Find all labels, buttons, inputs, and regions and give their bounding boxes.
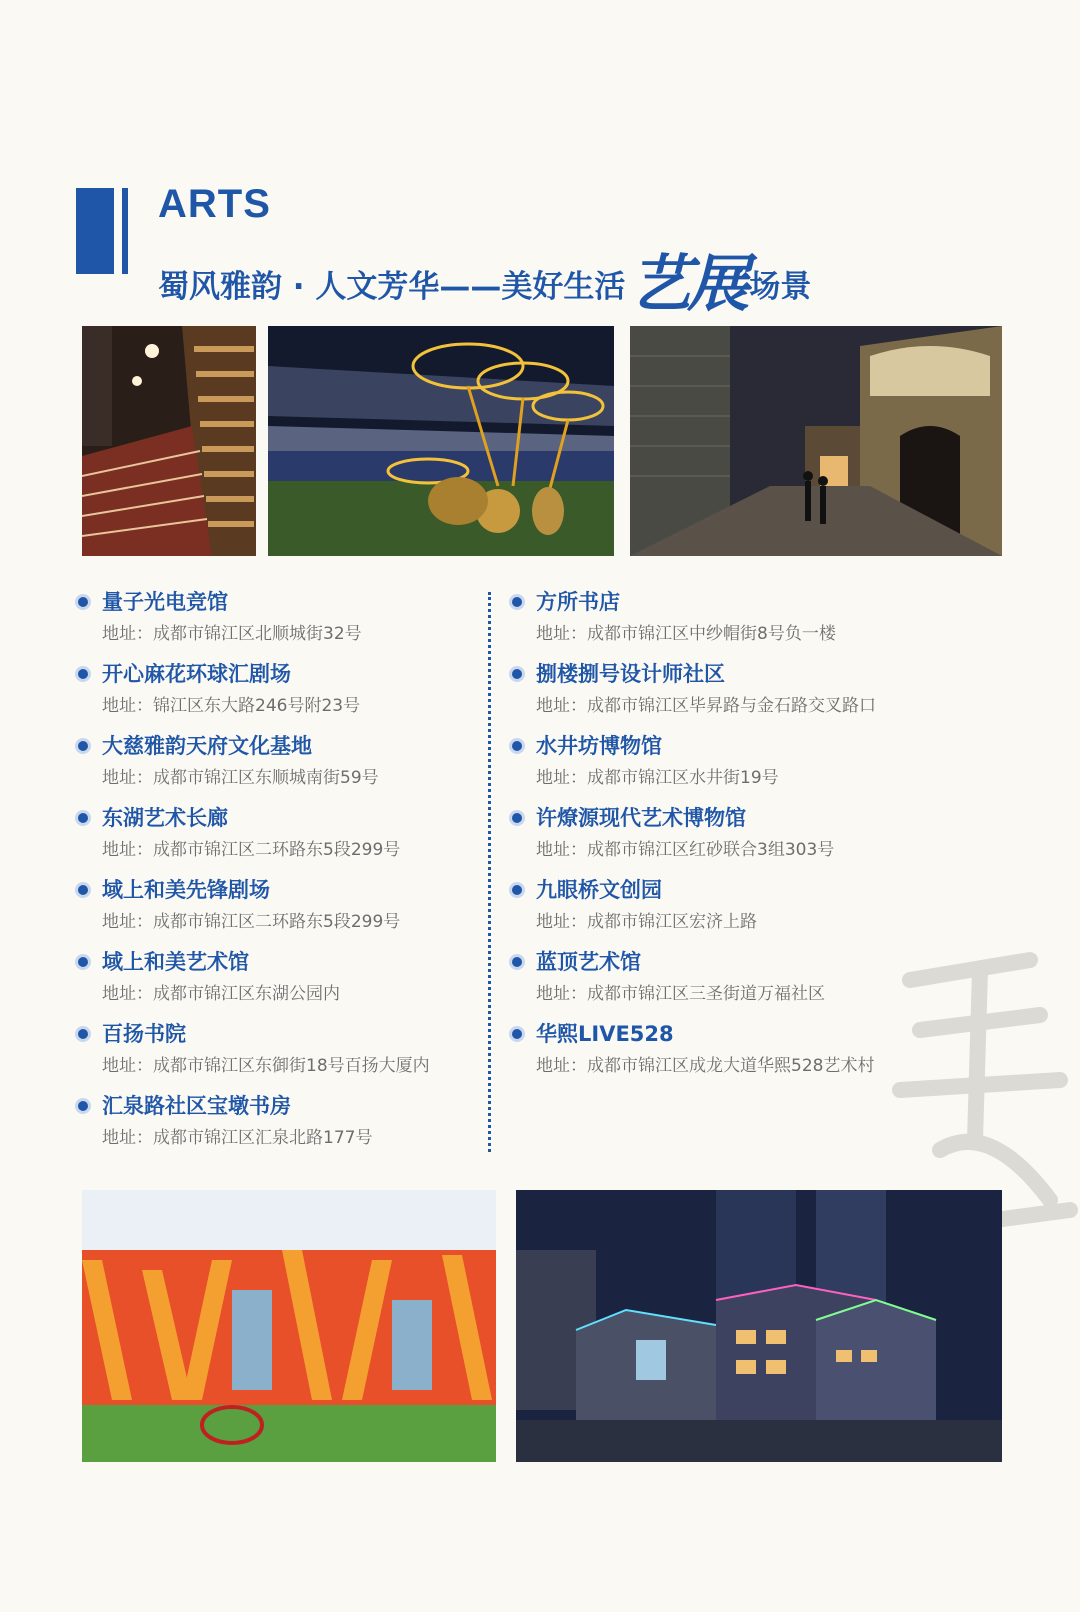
address-label: 地址： (536, 984, 587, 1004)
column-divider (488, 592, 491, 1152)
bullet-icon (512, 1029, 522, 1039)
section-title: ARTS (158, 182, 271, 226)
list-item (512, 588, 876, 660)
venue-list-right (512, 588, 876, 1092)
bullet-icon (78, 1101, 88, 1111)
address-label: 地址： (536, 912, 587, 932)
venue-name: 九眼桥文创园 (536, 878, 662, 902)
venue-name: 量子光电竞馆 (102, 590, 228, 614)
list-item (78, 660, 430, 732)
venue-name: 域上和美艺术馆 (102, 950, 249, 974)
venue-address (536, 910, 876, 934)
bullet-icon (78, 669, 88, 679)
venue-address (102, 838, 430, 862)
address-label: 地址： (536, 624, 587, 644)
venue-address (536, 622, 876, 646)
photo-bookstore (82, 326, 256, 556)
list-item (78, 1092, 430, 1164)
venue-name: 捌楼捌号设计师社区 (536, 662, 725, 686)
list-item (512, 948, 876, 1020)
address-label: 地址： (102, 912, 153, 932)
address-value: 成都市锦江区二环路东5段299号 (153, 840, 401, 860)
list-item (512, 660, 876, 732)
venue-name: 域上和美先锋剧场 (102, 878, 270, 902)
photo-golden-sculpture (268, 326, 614, 556)
address-value: 成都市锦江区宏济上路 (587, 912, 757, 932)
subtitle-text-end: 场景 (749, 269, 812, 305)
bullet-icon (78, 741, 88, 751)
address-label: 地址： (102, 1056, 153, 1076)
list-item (78, 732, 430, 804)
address-value: 锦江区东大路246号附23号 (153, 696, 361, 716)
venue-name: 东湖艺术长廊 (102, 806, 228, 830)
venue-name: 开心麻花环球汇剧场 (102, 662, 291, 686)
section-subtitle (158, 234, 811, 323)
bullet-icon (78, 813, 88, 823)
venue-address (102, 1126, 430, 1150)
header-accent-bar-thin (122, 188, 128, 274)
list-item (78, 588, 430, 660)
venue-address (536, 766, 876, 790)
bullet-icon (78, 885, 88, 895)
bullet-icon (78, 1029, 88, 1039)
address-label: 地址： (536, 840, 587, 860)
address-value: 成都市锦江区水井街19号 (587, 768, 779, 788)
address-label: 地址： (102, 624, 153, 644)
venue-name: 方所书店 (536, 590, 620, 614)
list-item (78, 1020, 430, 1092)
venue-name: 大慈雅韵天府文化基地 (102, 734, 312, 758)
address-value: 成都市锦江区东顺城南街59号 (153, 768, 379, 788)
address-value: 成都市锦江区成龙大道华熙528艺术村 (587, 1056, 875, 1076)
venue-name: 蓝顶艺术馆 (536, 950, 641, 974)
photo-night-building (516, 1190, 1002, 1462)
address-label: 地址： (102, 1128, 153, 1148)
venue-address (102, 694, 430, 718)
bullet-icon (512, 885, 522, 895)
address-label: 地址： (536, 696, 587, 716)
venue-address (536, 838, 876, 862)
subtitle-text: 蜀风雅韵 · 人文芳华——美好生活 (158, 269, 626, 305)
bullet-icon (512, 597, 522, 607)
photo-old-street (630, 326, 1002, 556)
address-value: 成都市锦江区三圣街道万福社区 (587, 984, 825, 1004)
subtitle-calligraphy: 艺展 (629, 247, 746, 320)
venue-address (102, 766, 430, 790)
venue-address (536, 694, 876, 718)
address-label: 地址： (536, 768, 587, 788)
address-value: 成都市锦江区毕昇路与金石路交叉路口 (587, 696, 876, 716)
address-label: 地址： (102, 840, 153, 860)
address-value: 成都市锦江区二环路东5段299号 (153, 912, 401, 932)
venue-name: 华熙LIVE528 (536, 1022, 674, 1046)
address-label: 地址： (102, 984, 153, 1004)
venue-address (536, 1054, 876, 1078)
address-value: 成都市锦江区中纱帽街8号负一楼 (587, 624, 836, 644)
address-value: 成都市锦江区北顺城街32号 (153, 624, 362, 644)
photo-theater-facade (82, 1190, 496, 1462)
bullet-icon (512, 957, 522, 967)
venue-name: 汇泉路社区宝墩书房 (102, 1094, 291, 1118)
address-value: 成都市锦江区东御街18号百扬大厦内 (153, 1056, 430, 1076)
address-label: 地址： (536, 1056, 587, 1076)
list-item (512, 1020, 876, 1092)
venue-address (102, 1054, 430, 1078)
venue-address (102, 910, 430, 934)
bullet-icon (78, 957, 88, 967)
header-accent-bar (76, 188, 114, 274)
venue-name: 百扬书院 (102, 1022, 186, 1046)
venue-name: 许燎源现代艺术博物馆 (536, 806, 746, 830)
venue-list-left (78, 588, 430, 1164)
venue-name: 水井坊博物馆 (536, 734, 662, 758)
bullet-icon (78, 597, 88, 607)
list-item (78, 804, 430, 876)
venue-address (102, 622, 430, 646)
bullet-icon (512, 741, 522, 751)
list-item (78, 948, 430, 1020)
venue-address (536, 982, 876, 1006)
address-label: 地址： (102, 768, 153, 788)
list-item (512, 876, 876, 948)
address-value: 成都市锦江区红砂联合3组303号 (587, 840, 835, 860)
list-item (512, 732, 876, 804)
venue-address (102, 982, 430, 1006)
address-label: 地址： (102, 696, 153, 716)
list-item (512, 804, 876, 876)
bullet-icon (512, 813, 522, 823)
bullet-icon (512, 669, 522, 679)
address-value: 成都市锦江区汇泉北路177号 (153, 1128, 373, 1148)
list-item (78, 876, 430, 948)
address-value: 成都市锦江区东湖公园内 (153, 984, 340, 1004)
